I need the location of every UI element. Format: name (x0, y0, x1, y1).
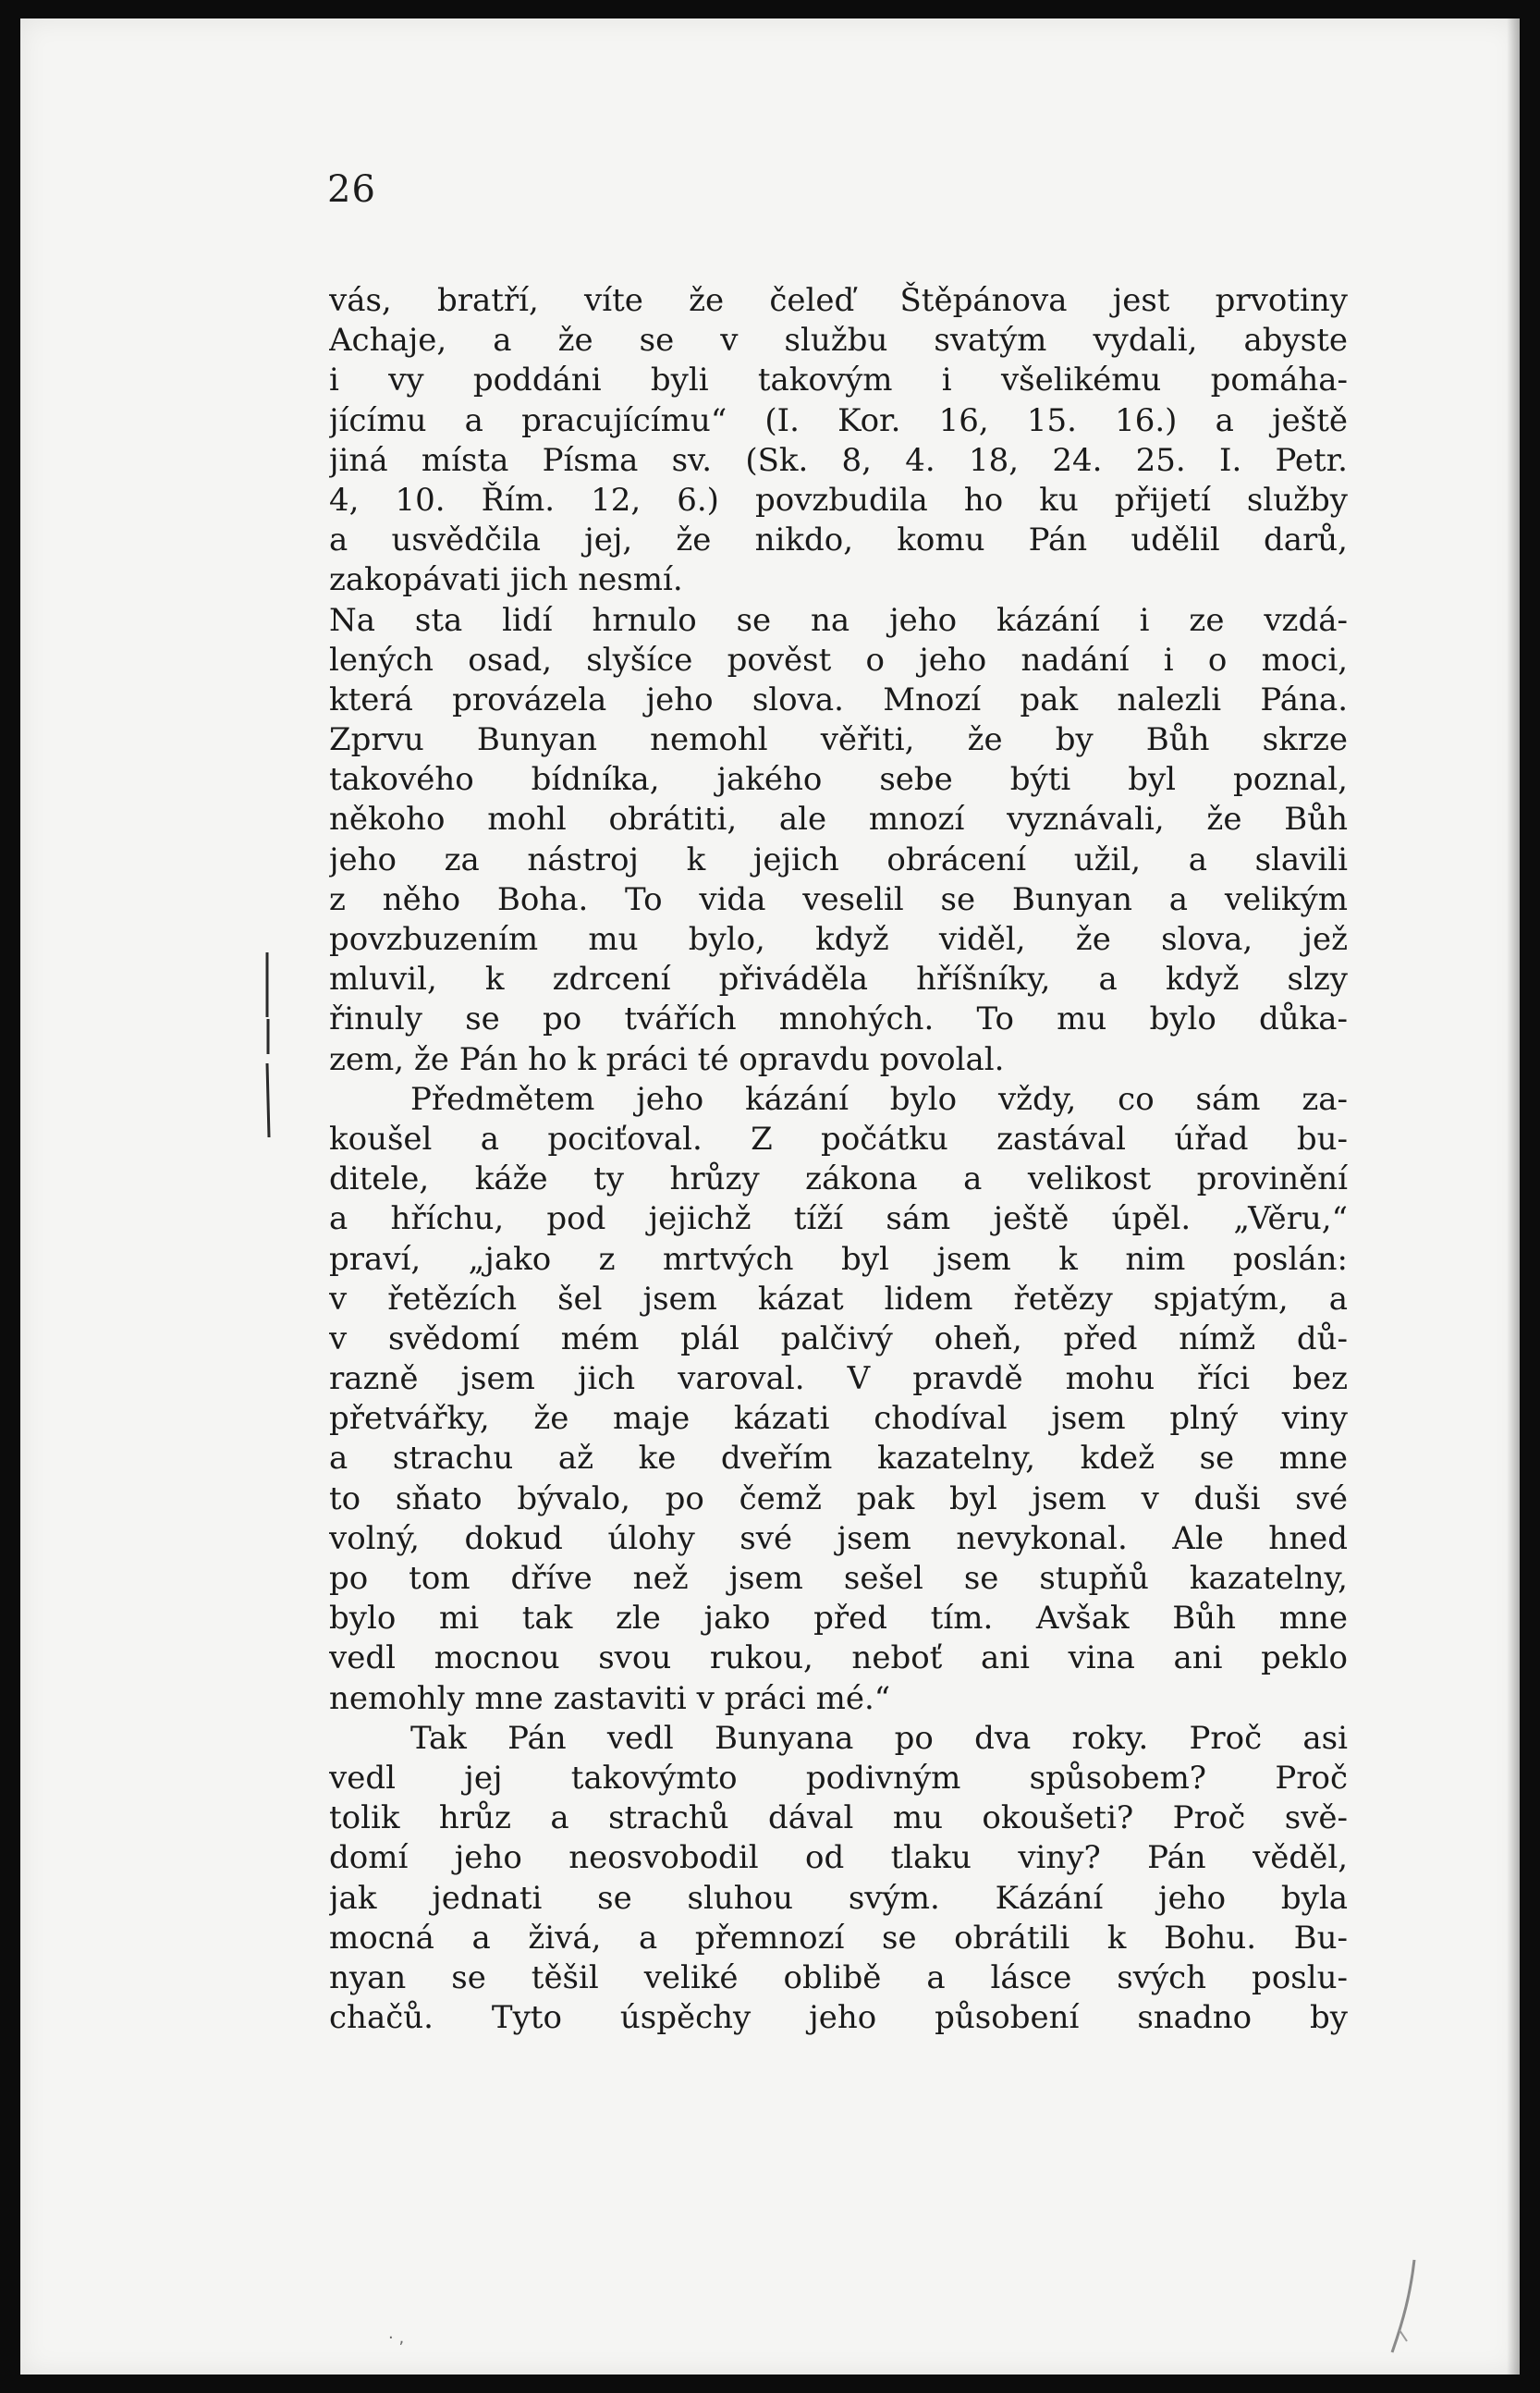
text-line: tolik hrůz a strachů dával mu okoušeti? Proč svě- (329, 1799, 1348, 1837)
text-line: a usvědčila jej, že nikdo, komu Pán udělil darů, (329, 522, 1348, 559)
body-text (329, 281, 1348, 2038)
text-line: takového bídníka, jakého sebe býti byl poznal, (329, 761, 1348, 799)
page-number: 26 (327, 168, 376, 211)
text-line: řinuly se po tvářích mnohých. To mu bylo důka- (329, 1000, 1348, 1038)
text-line: jícímu a pracujícímu“ (I. Kor. 16, 15. 16.) a ještě (329, 401, 1348, 439)
text-line: i vy poddáni byli takovým i všelikému pomáha- (329, 362, 1348, 399)
text-line: koušel a pociťoval. Z počátku zastával úřad bu- (329, 1120, 1348, 1158)
text-line: praví, „jako z mrtvých byl jsem k nim poslán: (329, 1240, 1348, 1278)
text-line: z něho Boha. To vida veselil se Bunyan a velikým (329, 880, 1348, 918)
text-line: mocná a živá, a přemnozí se obrátili k Bohu. Bu- (329, 1919, 1348, 1957)
text-line: vás, bratří, víte že čeleď Štěpánova jest prvotiny (329, 282, 1348, 319)
text-line: povzbuzením mu bylo, když viděl, že slova, jež (329, 921, 1348, 958)
text-line: ditele, káže ty hrůzy zákona a velikost provinění (329, 1160, 1348, 1198)
text-line: v řetězích šel jsem kázat lidem řetězy spjatým, a (329, 1280, 1348, 1318)
text-line: nyan se těšil veliké oblibě a lásce svých poslu- (329, 1958, 1348, 1996)
scan-speck: · , (388, 2328, 405, 2348)
text-line: někoho mohl obrátiti, ale mnozí vyznávali, že Bůh (329, 801, 1348, 839)
text-line: chačů. Tyto úspěchy jeho působení snadno by (329, 1999, 1348, 2037)
text-line: mluvil, k zdrcení přiváděla hříšníky, a když slzy (329, 961, 1348, 999)
text-line: bylo mi tak zle jako před tím. Avšak Bůh mne (329, 1600, 1348, 1638)
text-line: Tak Pán vedl Bunyana po dva roky. Proč asi (410, 1719, 1348, 1757)
scan-mark (1387, 2256, 1424, 2362)
text-line: 4, 10. Řím. 12, 6.) povzbudila ho ku přijetí služby (329, 481, 1348, 519)
margin-ink-mark (263, 952, 267, 1128)
text-line: lených osad, slyšíce pověst o jeho nadání i o moci, (329, 641, 1348, 679)
text-line: a hříchu, pod jejichž tíží sám ještě úpěl. „Věru,“ (329, 1200, 1348, 1238)
text-line: vedl jej takovýmto podivným spůsobem? Proč (329, 1759, 1348, 1797)
text-line: zem, že Pán ho k práci té opravdu povolal. (329, 1040, 1005, 1078)
text-line: v svědomí mém plál palčivý oheň, před nímž dů- (329, 1319, 1348, 1357)
text-line: zakopávati jich nesmí. (329, 561, 683, 599)
text-line: razně jsem jich varoval. V pravdě mohu říci bez (329, 1360, 1348, 1398)
text-line: a strachu až ke dveřím kazatelny, kdež se mne (329, 1440, 1348, 1478)
text-line: jak jednati se sluhou svým. Kázání jeho byla (329, 1879, 1348, 1917)
text-line: Achaje, a že se v službu svatým vydali, abyste (329, 322, 1348, 360)
margin-line-icon (263, 952, 274, 1137)
pencil-stroke-icon (1387, 2256, 1424, 2358)
book-page (20, 18, 1520, 2375)
text-line: domí jeho neosvobodil od tlaku viny? Pán věděl, (329, 1839, 1348, 1877)
text-line: to sňato bývalo, po čemž pak byl jsem v duši své (329, 1479, 1348, 1517)
text-line: Předmětem jeho kázání bylo vždy, co sám za- (410, 1080, 1348, 1118)
text-line: nemohly mne zastaviti v práci mé.“ (329, 1679, 891, 1717)
text-line: která provázela jeho slova. Mnozí pak nalezli Pána. (329, 681, 1348, 718)
page-edge-shadow (1507, 18, 1520, 2375)
text-line: Zprvu Bunyan nemohl věřiti, že by Bůh skrze (329, 721, 1348, 759)
text-line: přetvářky, že maje kázati chodíval jsem plný viny (329, 1400, 1348, 1438)
text-line: Na sta lidí hrnulo se na jeho kázání i ze vzdá- (329, 601, 1348, 639)
text-line: po tom dříve než jsem sešel se stupňů kazatelny, (329, 1560, 1348, 1597)
text-line: jiná místa Písma sv. (Sk. 8, 4. 18, 24. 25. I. Petr. (329, 441, 1348, 479)
text-line: jeho za nástroj k jejich obrácení užil, a slavili (329, 841, 1348, 878)
text-line: volný, dokud úlohy své jsem nevykonal. Ale hned (329, 1519, 1348, 1557)
text-line: vedl mocnou svou rukou, neboť ani vina ani peklo (329, 1639, 1348, 1677)
